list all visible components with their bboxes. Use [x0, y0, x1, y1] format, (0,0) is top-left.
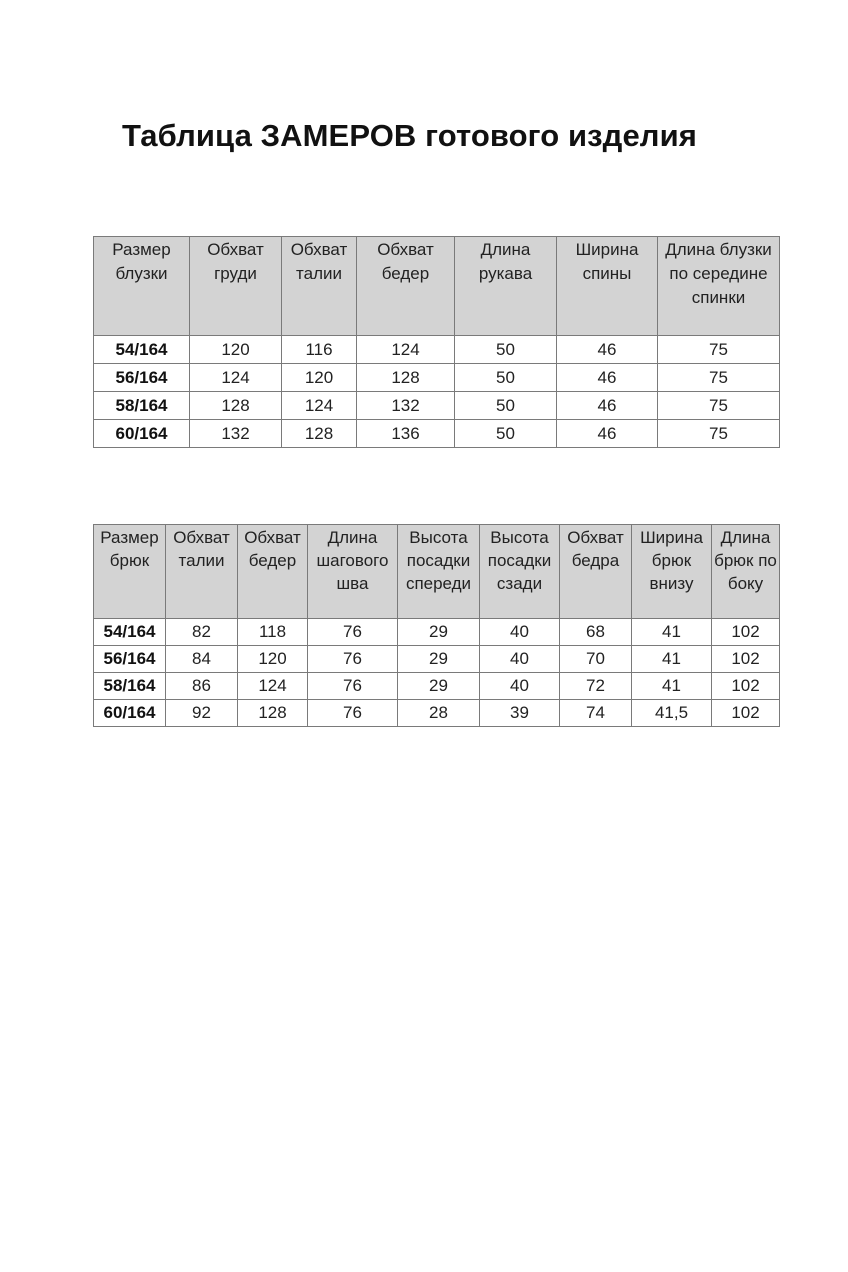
value-cell: 75 [658, 336, 780, 364]
value-cell: 41,5 [632, 700, 712, 727]
value-cell: 50 [455, 336, 557, 364]
value-cell: 120 [238, 646, 308, 673]
value-cell: 102 [712, 646, 780, 673]
header-sleeve-length [455, 237, 557, 336]
header-hips [357, 237, 455, 336]
value-cell: 118 [238, 619, 308, 646]
value-cell: 50 [455, 364, 557, 392]
value-cell: 41 [632, 619, 712, 646]
table-row [94, 392, 780, 420]
value-cell: 128 [238, 700, 308, 727]
header-hips [238, 525, 308, 619]
value-cell: 68 [560, 619, 632, 646]
value-cell: 40 [480, 619, 560, 646]
value-cell: 46 [557, 364, 658, 392]
header-hem-width [632, 525, 712, 619]
value-cell: 102 [712, 619, 780, 646]
header-label: Обхват бедер [244, 528, 301, 570]
value-cell: 75 [658, 392, 780, 420]
header-label: Длина брюк по боку [714, 528, 777, 593]
value-cell: 46 [557, 336, 658, 364]
header-label: Размер блузки [112, 240, 171, 283]
header-side-length [712, 525, 780, 619]
value-cell: 29 [398, 646, 480, 673]
header-label: Размер брюк [100, 528, 159, 570]
value-cell: 124 [190, 364, 282, 392]
page-title: Таблица ЗАМЕРОВ готового изделия [122, 118, 697, 153]
header-label: Высота посадки сзади [487, 528, 552, 593]
value-cell: 39 [480, 700, 560, 727]
header-label: Длина рукава [478, 240, 533, 283]
header-label: Обхват бедра [567, 528, 624, 570]
value-cell: 102 [712, 700, 780, 727]
value-cell: 132 [190, 420, 282, 448]
value-cell: 46 [557, 392, 658, 420]
header-label: Длина шагового шва [316, 528, 389, 593]
value-cell: 84 [166, 646, 238, 673]
value-cell: 76 [308, 646, 398, 673]
header-label: Высота посадки спереди [405, 528, 472, 593]
header-bust [190, 237, 282, 336]
table-header-row [94, 525, 780, 619]
table-row [94, 673, 780, 700]
table-header-row [94, 237, 780, 336]
value-cell: 28 [398, 700, 480, 727]
table-row [94, 646, 780, 673]
value-cell: 128 [357, 364, 455, 392]
size-cell: 54/164 [94, 336, 190, 364]
value-cell: 75 [658, 420, 780, 448]
value-cell: 132 [357, 392, 455, 420]
value-cell: 40 [480, 673, 560, 700]
value-cell: 116 [282, 336, 357, 364]
value-cell: 124 [357, 336, 455, 364]
size-cell: 56/164 [94, 364, 190, 392]
table-row [94, 619, 780, 646]
value-cell: 74 [560, 700, 632, 727]
value-cell: 70 [560, 646, 632, 673]
size-cell: 60/164 [94, 700, 166, 727]
header-waist [282, 237, 357, 336]
header-size [94, 525, 166, 619]
header-inseam-length [308, 525, 398, 619]
value-cell: 120 [282, 364, 357, 392]
value-cell: 41 [632, 646, 712, 673]
header-thigh [560, 525, 632, 619]
header-waist [166, 525, 238, 619]
value-cell: 46 [557, 420, 658, 448]
value-cell: 102 [712, 673, 780, 700]
value-cell: 50 [455, 392, 557, 420]
trousers-measurements-table [93, 524, 780, 727]
header-label: Ширина брюк внизу [640, 528, 703, 593]
value-cell: 76 [308, 700, 398, 727]
header-blouse-length [658, 237, 780, 336]
value-cell: 128 [190, 392, 282, 420]
value-cell: 124 [238, 673, 308, 700]
header-front-rise [398, 525, 480, 619]
value-cell: 76 [308, 673, 398, 700]
value-cell: 75 [658, 364, 780, 392]
header-label: Обхват талии [173, 528, 230, 570]
value-cell: 128 [282, 420, 357, 448]
value-cell: 29 [398, 619, 480, 646]
blouse-measurements-table [93, 236, 780, 448]
value-cell: 29 [398, 673, 480, 700]
value-cell: 92 [166, 700, 238, 727]
header-label: Ширина спины [575, 240, 639, 283]
value-cell: 72 [560, 673, 632, 700]
value-cell: 86 [166, 673, 238, 700]
value-cell: 120 [190, 336, 282, 364]
size-cell: 58/164 [94, 673, 166, 700]
table-row [94, 364, 780, 392]
size-cell: 58/164 [94, 392, 190, 420]
header-label: Обхват бедер [377, 240, 434, 283]
value-cell: 124 [282, 392, 357, 420]
table-row [94, 420, 780, 448]
size-cell: 54/164 [94, 619, 166, 646]
header-label: Длина блузки по середине спинки [665, 240, 772, 307]
table-row [94, 336, 780, 364]
value-cell: 40 [480, 646, 560, 673]
size-cell: 60/164 [94, 420, 190, 448]
value-cell: 41 [632, 673, 712, 700]
value-cell: 50 [455, 420, 557, 448]
value-cell: 76 [308, 619, 398, 646]
header-label: Обхват груди [207, 240, 264, 283]
header-label: Обхват талии [290, 240, 348, 283]
header-size [94, 237, 190, 336]
size-cell: 56/164 [94, 646, 166, 673]
value-cell: 82 [166, 619, 238, 646]
header-back-rise [480, 525, 560, 619]
table-row [94, 700, 780, 727]
header-back-width [557, 237, 658, 336]
value-cell: 136 [357, 420, 455, 448]
